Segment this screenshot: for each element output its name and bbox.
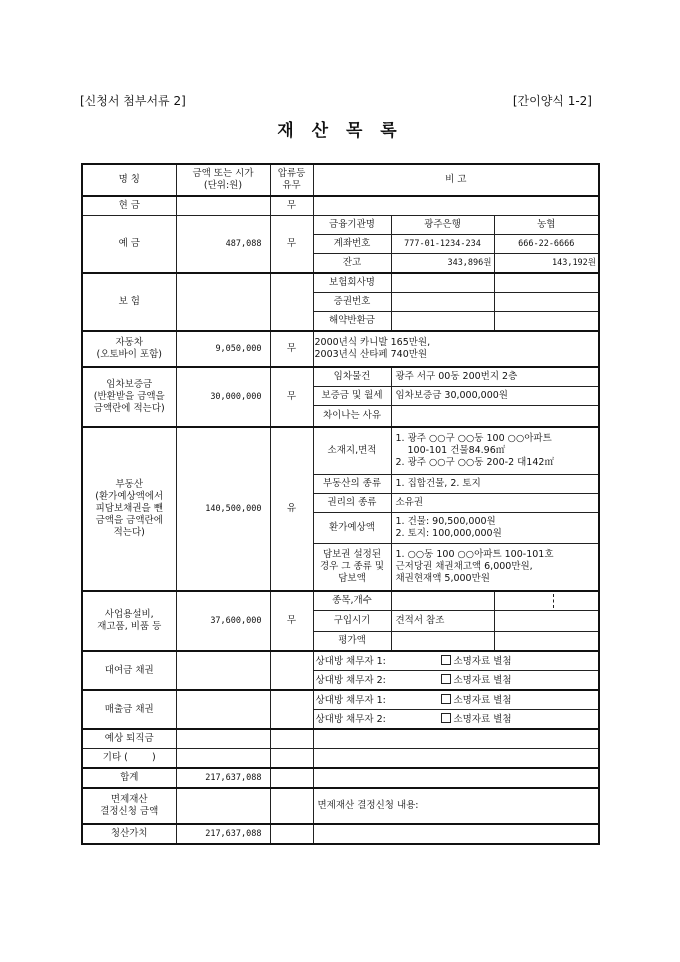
liquidation-label: 청산가치 bbox=[82, 824, 176, 844]
sales-label: 매출금 채권 bbox=[82, 690, 176, 729]
total-seizure bbox=[270, 768, 313, 788]
lease-label-line1: 임차보증금 bbox=[106, 379, 153, 390]
lease-object-value: 광주 서구 00동 200번지 2층 bbox=[391, 367, 599, 387]
deposit-seizure: 무 bbox=[270, 216, 313, 274]
equipment-amount: 37,600,000 bbox=[176, 591, 270, 651]
realestate-type-label: 부동산의 종류 bbox=[313, 475, 391, 494]
other-remarks bbox=[313, 749, 599, 769]
lease-deposit-label: 보증금 및 월세 bbox=[313, 387, 391, 406]
realestate-label-line5: 적는다) bbox=[113, 527, 145, 538]
equipment-label-line2: 재고품, 비품 등 bbox=[97, 621, 162, 632]
insurance-seizure bbox=[270, 273, 313, 331]
sales-debtor-1-label: 상대방 채무자 1: bbox=[315, 694, 386, 706]
insurance-refund-label: 해약반환금 bbox=[313, 312, 391, 332]
insurance-refund-1 bbox=[391, 312, 494, 332]
realestate-label-line3: 피담보채권을 뺀 bbox=[95, 503, 163, 514]
loan-amount bbox=[176, 651, 270, 690]
exempt-amount bbox=[176, 788, 270, 824]
realestate-right-value: 소유권 bbox=[391, 494, 599, 513]
cash-remarks bbox=[313, 196, 599, 216]
car-remark-line2: 2003년식 산타페 740만원 bbox=[314, 349, 428, 360]
equipment-kind-1 bbox=[391, 591, 494, 611]
col-amount-header-line2: (단위:원) bbox=[203, 180, 243, 191]
loan-debtor-2 bbox=[313, 671, 599, 691]
realestate-security-line2: 근저당권 채권채고액 6,000만원, bbox=[395, 561, 533, 572]
deposit-account-label: 계좌번호 bbox=[313, 235, 391, 254]
exempt-remarks: 면제재산 결정신청 내용: bbox=[313, 788, 599, 824]
equipment-date-2 bbox=[494, 611, 599, 632]
car-remarks bbox=[313, 331, 599, 367]
realestate-label bbox=[82, 427, 176, 591]
deposit-label: 예 금 bbox=[82, 216, 176, 274]
liquidation-remarks bbox=[313, 824, 599, 844]
table-row-severance bbox=[82, 729, 599, 749]
realestate-estimate-label: 환가예상액 bbox=[313, 513, 391, 544]
insurance-company-label: 보험회사명 bbox=[313, 273, 391, 293]
deposit-bank-2: 농협 bbox=[494, 216, 599, 235]
realestate-security-label-line2: 경우 그 종류 및 bbox=[319, 561, 385, 572]
form-type-label: [간이양식 1-2] bbox=[512, 94, 592, 108]
severance-seizure bbox=[270, 729, 313, 749]
table-row-cash bbox=[82, 196, 599, 216]
equipment-value-label: 평가액 bbox=[313, 632, 391, 652]
document-title: 재 산 목 록 bbox=[277, 121, 403, 141]
loan-debtor-1 bbox=[313, 651, 599, 671]
sales-debtor-2-label: 상대방 채무자 2: bbox=[315, 713, 386, 725]
sales-debtor-2 bbox=[313, 710, 599, 730]
col-amount-header-line1: 금액 또는 시가 bbox=[192, 168, 254, 179]
equipment-label-line1: 사업용설비, bbox=[104, 609, 154, 620]
realestate-label-line2: (환가예상액에서 bbox=[95, 491, 164, 502]
insurance-refund-2 bbox=[494, 312, 599, 332]
realestate-location-label: 소재지,면적 bbox=[313, 427, 391, 475]
lease-object-label: 임차물건 bbox=[313, 367, 391, 387]
loan-debtor-1-label: 상대방 채무자 1: bbox=[315, 655, 386, 667]
sales-debtor-2-checkbox[interactable] bbox=[441, 713, 451, 723]
deposit-balance-label: 잔고 bbox=[313, 254, 391, 274]
car-amount: 9,050,000 bbox=[176, 331, 270, 367]
cash-label: 현 금 bbox=[82, 196, 176, 216]
total-amount: 217,637,088 bbox=[176, 768, 270, 788]
liquidation-seizure bbox=[270, 824, 313, 844]
equipment-value-1 bbox=[391, 632, 494, 652]
other-seizure bbox=[270, 749, 313, 769]
sales-debtor-1 bbox=[313, 690, 599, 710]
insurance-policy-1 bbox=[391, 293, 494, 312]
cash-seizure: 무 bbox=[270, 196, 313, 216]
severance-remarks bbox=[313, 729, 599, 749]
deposit-balance-2: 143,192원 bbox=[494, 254, 599, 274]
equipment-kind-label: 종목,개수 bbox=[313, 591, 391, 611]
car-label-line2: (오토바이 포함) bbox=[96, 349, 162, 360]
cash-amount bbox=[176, 196, 270, 216]
lease-label-line3: 금액란에 적는다) bbox=[93, 403, 165, 414]
loan-label: 대여금 채권 bbox=[82, 651, 176, 690]
realestate-security-label bbox=[313, 544, 391, 592]
total-remarks bbox=[313, 768, 599, 788]
equipment-seizure: 무 bbox=[270, 591, 313, 651]
realestate-type-value: 1. 집합건물, 2. 토지 bbox=[391, 475, 599, 494]
equipment-kind-2 bbox=[494, 591, 599, 611]
equipment-value-2 bbox=[494, 632, 599, 652]
sales-amount bbox=[176, 690, 270, 729]
lease-deposit-value: 임차보증금 30,000,000원 bbox=[391, 387, 599, 406]
exempt-label-line2: 결정신청 금액 bbox=[100, 806, 159, 817]
col-seizure-header bbox=[270, 164, 313, 196]
deposit-bank-label: 금융기관명 bbox=[313, 216, 391, 235]
deposit-account-2: 666-22-6666 bbox=[494, 235, 599, 254]
realestate-amount: 140,500,000 bbox=[176, 427, 270, 591]
lease-label bbox=[82, 367, 176, 427]
insurance-amount bbox=[176, 273, 270, 331]
col-remarks-header: 비 고 bbox=[313, 164, 599, 196]
exempt-seizure bbox=[270, 788, 313, 824]
equipment-date-value: 견적서 참조 bbox=[391, 611, 494, 632]
realestate-right-label: 권리의 종류 bbox=[313, 494, 391, 513]
car-label bbox=[82, 331, 176, 367]
realestate-location-value bbox=[391, 427, 599, 475]
table-row-total bbox=[82, 768, 599, 788]
deposit-balance-1: 343,896원 bbox=[391, 254, 494, 274]
insurance-label: 보 험 bbox=[82, 273, 176, 331]
col-seizure-header-line1: 압류등 bbox=[277, 168, 306, 179]
lease-label-line2: (반환받을 금액을 bbox=[93, 391, 165, 402]
realestate-location-line2: 100-101 건물84.96㎡ bbox=[407, 445, 506, 456]
property-list-table bbox=[81, 163, 600, 845]
realestate-estimate-line1: 1. 건물: 90,500,000원 bbox=[395, 516, 496, 527]
severance-amount bbox=[176, 729, 270, 749]
realestate-security-value bbox=[391, 544, 599, 592]
insurance-policy-label: 증권번호 bbox=[313, 293, 391, 312]
equipment-date-label: 구입시기 bbox=[313, 611, 391, 632]
table-row-realestate bbox=[82, 427, 599, 475]
liquidation-amount: 217,637,088 bbox=[176, 824, 270, 844]
car-remark-line1: 2000년식 카니발 165만원, bbox=[314, 337, 431, 348]
other-amount bbox=[176, 749, 270, 769]
table-row-exempt bbox=[82, 788, 599, 824]
col-name-header: 명 칭 bbox=[82, 164, 176, 196]
table-row-loan bbox=[82, 651, 599, 671]
table-row-equipment bbox=[82, 591, 599, 611]
equipment-label bbox=[82, 591, 176, 651]
table-row-lease bbox=[82, 367, 599, 387]
realestate-label-line1: 부동산 bbox=[115, 479, 144, 490]
car-seizure: 무 bbox=[270, 331, 313, 367]
realestate-label-line4: 금액을 금액란에 bbox=[95, 515, 163, 526]
insurance-company-2 bbox=[494, 273, 599, 293]
exempt-label-line1: 면제재산 bbox=[110, 794, 148, 805]
lease-diff-label: 차이나는 사유 bbox=[313, 406, 391, 428]
insurance-company-1 bbox=[391, 273, 494, 293]
lease-seizure: 무 bbox=[270, 367, 313, 427]
equipment-kind-divider bbox=[497, 594, 554, 608]
sales-debtor-1-checkbox[interactable] bbox=[441, 694, 451, 704]
col-amount-header bbox=[176, 164, 270, 196]
realestate-location-line1: 1. 광주 ○○구 ○○동 100 ○○아파트 bbox=[395, 433, 552, 444]
insurance-policy-2 bbox=[494, 293, 599, 312]
deposit-amount: 487,088 bbox=[176, 216, 270, 274]
realestate-seizure: 유 bbox=[270, 427, 313, 591]
table-row-sales bbox=[82, 690, 599, 710]
total-label: 합계 bbox=[82, 768, 176, 788]
deposit-bank-1: 광주은행 bbox=[391, 216, 494, 235]
severance-label: 예상 퇴직금 bbox=[82, 729, 176, 749]
loan-debtor-1-note: 소명자료 별첨 bbox=[453, 655, 512, 667]
table-row-insurance bbox=[82, 273, 599, 293]
loan-debtor-2-note: 소명자료 별첨 bbox=[453, 674, 512, 686]
exempt-label bbox=[82, 788, 176, 824]
col-seizure-header-line2: 유무 bbox=[282, 180, 301, 191]
realestate-security-label-line3: 담보액 bbox=[338, 573, 366, 584]
realestate-security-label-line1: 담보권 설정된 bbox=[322, 549, 382, 560]
realestate-location-line3: 2. 광주 ○○구 ○○동 200-2 대142㎡ bbox=[395, 457, 554, 468]
realestate-estimate-value bbox=[391, 513, 599, 544]
lease-amount: 30,000,000 bbox=[176, 367, 270, 427]
lease-diff-value bbox=[391, 406, 599, 428]
loan-seizure bbox=[270, 651, 313, 690]
realestate-security-line1: 1. ○○동 100 ○○아파트 100-101호 bbox=[395, 549, 554, 560]
loan-debtor-2-checkbox[interactable] bbox=[441, 674, 451, 684]
other-label: 기타 ( ) bbox=[82, 749, 176, 769]
form-attachment-label: [신청서 첨부서류 2] bbox=[80, 94, 186, 108]
loan-debtor-2-label: 상대방 채무자 2: bbox=[315, 674, 386, 686]
loan-debtor-1-checkbox[interactable] bbox=[441, 655, 451, 665]
deposit-account-1: 777-01-1234-234 bbox=[391, 235, 494, 254]
sales-debtor-1-note: 소명자료 별첨 bbox=[453, 694, 512, 706]
table-row-deposit bbox=[82, 216, 599, 235]
sales-seizure bbox=[270, 690, 313, 729]
sales-debtor-2-note: 소명자료 별첨 bbox=[453, 713, 512, 725]
table-header-row bbox=[82, 164, 599, 196]
table-row-other bbox=[82, 749, 599, 769]
car-label-line1: 자동차 bbox=[115, 337, 144, 348]
realestate-security-line3: 채권현재액 5,000만원 bbox=[395, 573, 490, 584]
realestate-estimate-line2: 2. 토지: 100,000,000원 bbox=[395, 528, 502, 539]
table-row-liquidation bbox=[82, 824, 599, 844]
table-row-car bbox=[82, 331, 599, 367]
